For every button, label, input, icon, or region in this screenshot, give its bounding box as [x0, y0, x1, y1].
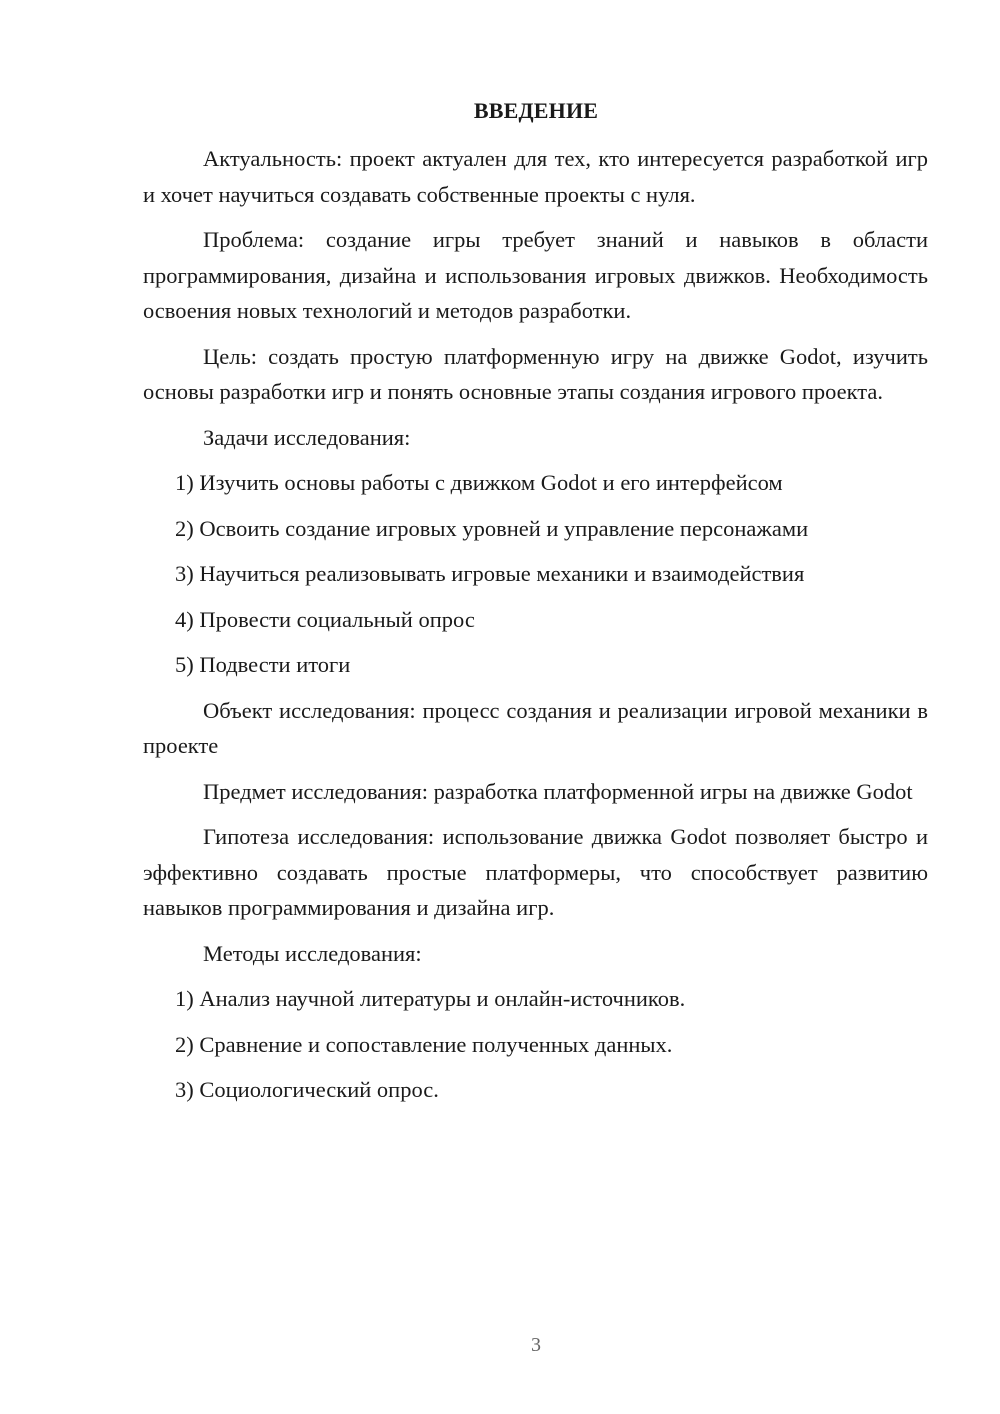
document-body [143, 141, 928, 1118]
list-item-text: Научиться реализовывать игровые механики и взаимодействия [199, 561, 805, 586]
section-heading: ВВЕДЕНИЕ [473, 98, 599, 123]
list-item-text: Провести социальный опрос [199, 606, 475, 632]
list-item [143, 511, 928, 547]
list-item [143, 465, 928, 501]
methods-list [143, 981, 928, 1108]
list-item [143, 647, 928, 683]
list-item-text: Анализ научной литературы и онлайн-источников. [199, 986, 686, 1011]
list-item-number: 2) [175, 1031, 194, 1057]
list-item-number: 1) [175, 986, 194, 1011]
hypothesis-paragraph: Гипотеза исследования: использование движка Godot позволяет быстро и эффективно создавать простые платформеры, что способствует развитию навыков программирования и дизайна игр. [143, 824, 928, 920]
list-item [143, 981, 928, 1017]
list-item-number: 2) [175, 515, 194, 541]
list-item-text: Социологический опрос. [199, 1077, 439, 1102]
subject-paragraph: Предмет исследования: разработка платформенной игры на движке Godot [203, 778, 913, 804]
list-item-number: 3) [175, 561, 194, 586]
list-item-number: 5) [175, 652, 194, 677]
list-item-text: Сравнение и сопоставление полученных данных. [199, 1031, 673, 1057]
list-item-text: Подвести итоги [199, 652, 351, 677]
tasks-list [143, 465, 928, 683]
relevance-paragraph: Актуальность: проект актуален для тех, кто интересуется разработкой игр и хочет научиться создавать собственные проекты с нуля. [143, 146, 928, 207]
list-item [143, 556, 928, 592]
list-item-number: 3) [175, 1077, 194, 1102]
tasks-title: Задачи исследования: [203, 424, 411, 450]
methods-title: Методы исследования: [203, 940, 422, 966]
list-item [143, 602, 928, 638]
list-item-number: 4) [175, 606, 194, 632]
goal-paragraph: Цель: создать простую платформенную игру на движке Godot, изучить основы разработки игр и понять основные этапы создания игрового проекта. [143, 343, 928, 404]
list-item [143, 1072, 928, 1108]
problem-paragraph: Проблема: создание игры требует знаний и навыков в области программирования, дизайна и использования игровых движков. Необходимость освоения новых технологий и методов разработки. [143, 227, 928, 323]
page-number: 3 [531, 1334, 541, 1356]
list-item-number: 1) [175, 470, 194, 495]
list-item [143, 1027, 928, 1063]
object-paragraph: Объект исследования: процесс создания и реализации игровой механики в проекте [143, 697, 928, 758]
list-item-text: Освоить создание игровых уровней и управление персонажами [199, 515, 809, 541]
list-item-text: Изучить основы работы с движком Godot и его интерфейсом [199, 470, 783, 495]
